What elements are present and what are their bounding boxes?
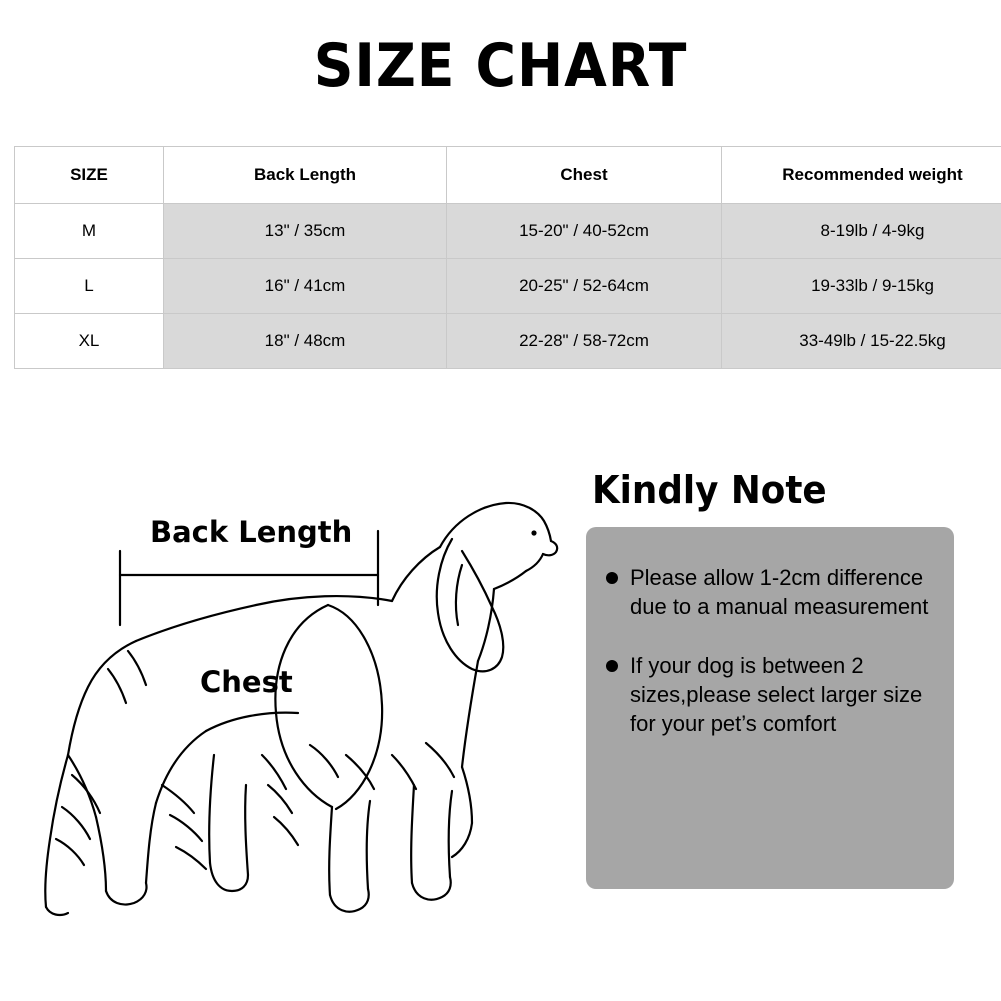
cell-size: L [15,259,164,314]
cell-back-length: 16" / 41cm [164,259,447,314]
cell-chest: 20-25" / 52-64cm [447,259,722,314]
table-row [15,204,1001,259]
cell-back-length: 18" / 48cm [164,314,447,369]
bullet-icon [606,660,618,672]
note-list-item [604,651,934,738]
cell-size: M [15,204,164,259]
cell-size: XL [15,314,164,369]
note-item-text: Please allow 1-2cm difference due to a manual measurement [630,565,929,620]
note-list-item [604,563,934,621]
bullet-icon [606,572,618,584]
column-header-weight: Recommended weight [722,147,1001,204]
note-item-text: If your dog is between 2 sizes,please select larger size for your pet’s comfort [630,653,923,737]
lower-section [0,455,1001,1001]
table-header-row [15,147,1001,204]
cell-weight: 19-33lb / 9-15kg [722,259,1001,314]
column-header-size: SIZE [15,147,164,204]
back-length-label: Back Length [150,515,353,549]
kindly-note-heading: Kindly Note [592,468,827,512]
cell-back-length: 13" / 35cm [164,204,447,259]
cell-weight: 33-49lb / 15-22.5kg [722,314,1001,369]
kindly-note-card [586,527,954,889]
page-title: SIZE CHART [313,31,688,101]
table-row [15,259,1001,314]
table-row [15,314,1001,369]
cell-chest: 15-20" / 40-52cm [447,204,722,259]
column-header-chest: Chest [447,147,722,204]
chest-label: Chest [200,665,293,699]
size-chart-table [14,146,1001,369]
column-header-back-length: Back Length [164,147,447,204]
cell-chest: 22-28" / 58-72cm [447,314,722,369]
kindly-note-section [586,468,986,889]
cell-weight: 8-19lb / 4-9kg [722,204,1001,259]
measurement-diagram [10,455,570,1001]
